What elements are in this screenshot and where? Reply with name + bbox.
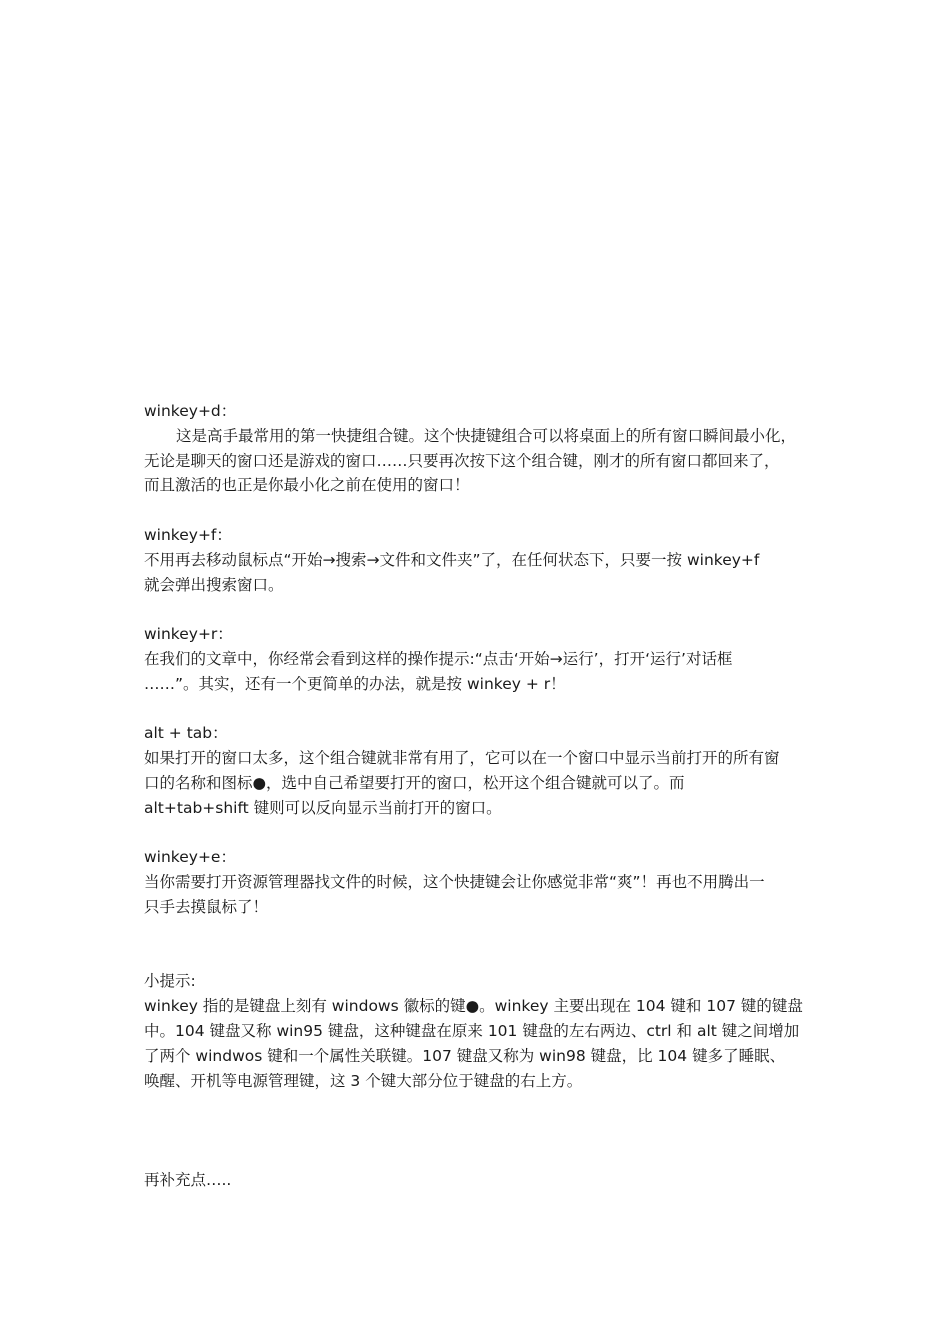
paragraph-line: 而且激活的也正是你最小化之前在使用的窗口！ [144, 476, 470, 495]
paragraph-line: winkey 指的是键盘上刻有 windows 徽标的键●。winkey 主要出现在 104 键和 107 键的键盘 [144, 997, 803, 1016]
tip-heading: 小提示: [144, 972, 196, 991]
paragraph-line: 如果打开的窗口太多，这个组合键就非常有用了，它可以在一个窗口中显示当前打开的所有窗 [144, 749, 780, 768]
paragraph-line: ……”。其实，还有一个更简单的办法，就是按 winkey + r！ [144, 674, 566, 693]
paragraph-line: 只手去摸鼠标了！ [144, 897, 269, 916]
paragraph-line: 在我们的文章中，你经常会看到这样的操作提示:“点击‘开始→运行’，打开‘运行’对话框 [144, 649, 733, 668]
section-heading: winkey+r： [144, 625, 233, 644]
paragraph-line: 无论是聊天的窗口还是游戏的窗口……只要再次按下这个组合键，刚才的所有窗口都回来了， [144, 451, 780, 470]
paragraph-line: 当你需要打开资源管理器找文件的时候，这个快捷键会让你感觉非常“爽”！再也不用腾出一 [144, 873, 765, 892]
closing-line: 再补充点….. [144, 1170, 232, 1189]
section-heading: winkey+d： [144, 402, 237, 420]
paragraph-line: 口的名称和图标●，选中自己希望要打开的窗口，松开这个组合键就可以了。而 [144, 773, 685, 792]
paragraph-line: 这是高手最常用的第一快捷组合键。这个快捷键组合可以将桌面上的所有窗口瞬间最小化， [176, 426, 797, 445]
section-heading: alt + tab： [144, 724, 228, 743]
paragraph-line: 不用再去移动鼠标点“开始→搜索→文件和文件夹”了，在任何状态下，只要一按 winkey+f [144, 550, 760, 569]
document-body [144, 399, 824, 1193]
paragraph-line: alt+tab+shift 键则可以反向显示当前打开的窗口。 [144, 798, 502, 817]
paragraph-line: 中。104 键盘又称 win95 键盘，这种键盘在原来 101 键盘的左右两边、ctrl 和 alt 键之间增加 [144, 1021, 800, 1040]
paragraph-line: 唤醒、开机等电源管理键，这 3 个键大部分位于键盘的右上方。 [144, 1071, 583, 1090]
paragraph-line: 了两个 windwos 键和一个属性关联键。107 键盘又称为 win98 键盘，比 104 键多了睡眠、 [144, 1046, 786, 1065]
section-heading: winkey+f： [144, 525, 232, 544]
paragraph-line: 就会弹出搜索窗口。 [144, 575, 284, 594]
section-heading: winkey+e： [144, 848, 236, 867]
